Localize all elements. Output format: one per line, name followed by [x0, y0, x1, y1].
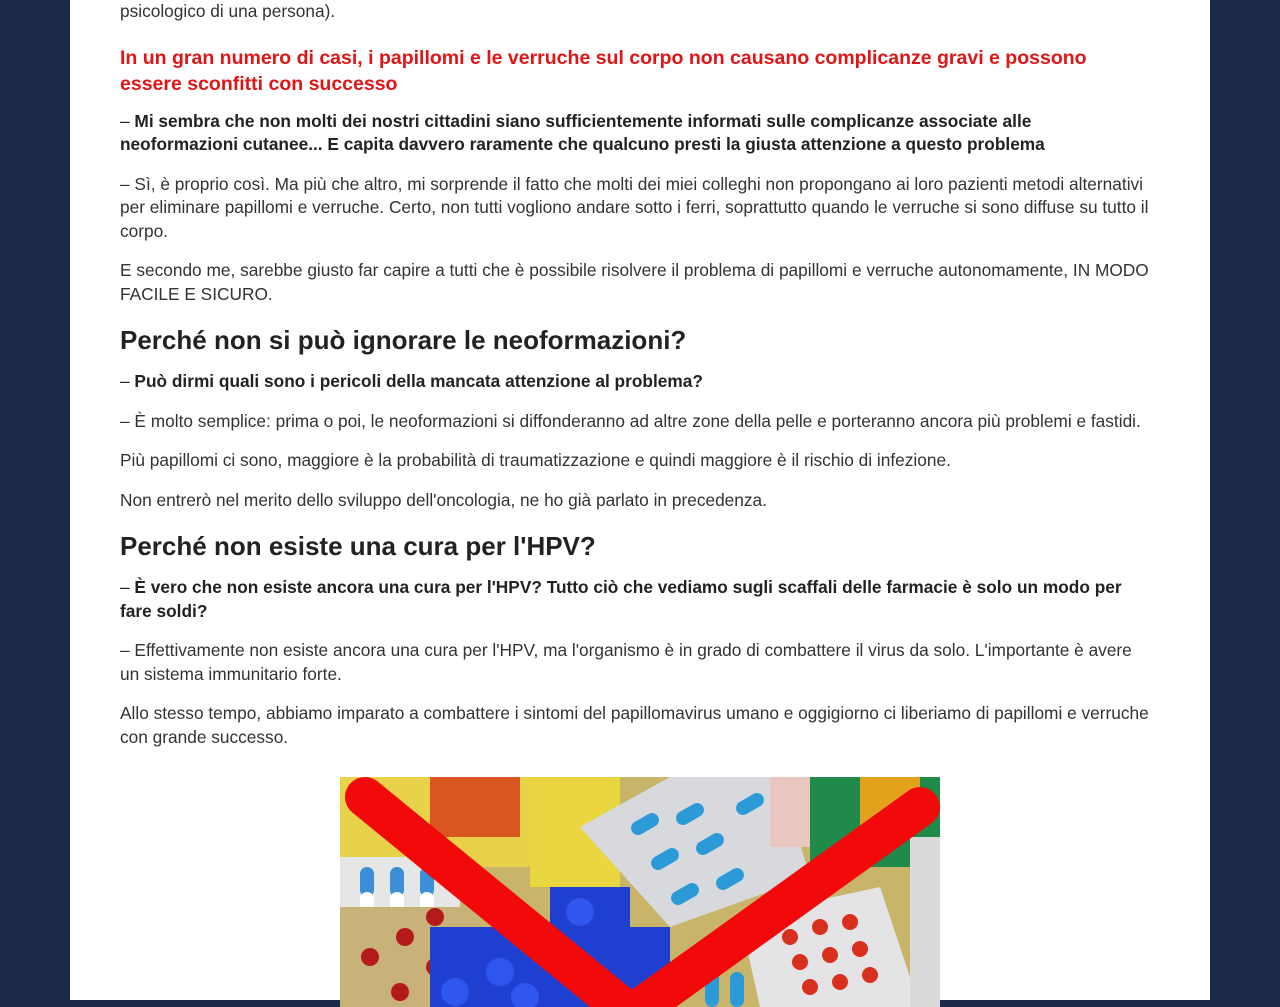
dash: –	[120, 371, 135, 391]
dash: –	[120, 110, 135, 131]
question-text: Mi sembra che non molti dei nostri cittadini siano sufficientemente informati sulle complicanze associate alle neoformazioni cutanee... E capita davvero raramente che qualcuno presti la giusta attenzione a questo problema	[120, 110, 1045, 154]
question-text: È vero che non esiste ancora una cura per l'HPV? Tutto ciò che vediamo sugli scaffali delle farmacie è solo un modo per fare soldi?	[120, 577, 1122, 621]
question-text: Può dirmi quali sono i pericoli della mancata attenzione al problema?	[134, 371, 703, 391]
section-heading: Perché non esiste una cura per l'HPV?	[120, 531, 596, 561]
article-content	[120, 0, 1150, 765]
answer-paragraph: E secondo me, sarebbe giusto far capire a tutti che è possibile risolvere il problema di papillomi e verruche autonomamente, IN MODO FACILE E SICURO.	[120, 260, 1149, 304]
section-heading: Perché non si può ignorare le neoformazioni?	[120, 325, 687, 355]
answer-paragraph: Allo stesso tempo, abbiamo imparato a combattere i sintomi del papillomavirus umano e oggigiorno ci liberiamo di papillomi e verruche con grande successo.	[120, 703, 1149, 747]
article-page	[70, 0, 1210, 1000]
list-item-fragment: psicologico di una persona).	[120, 1, 336, 21]
pills-crossed-out-image	[340, 777, 940, 1007]
answer-paragraph: Più papillomi ci sono, maggiore è la probabilità di traumatizzazione e quindi maggiore è il rischio di infezione.	[120, 450, 951, 470]
interview-question	[120, 576, 1150, 623]
answer-paragraph: – Effettivamente non esiste ancora una cura per l'HPV, ma l'organismo è in grado di combattere il virus da solo. L'importante è avere un sistema immunitario forte.	[120, 640, 1132, 684]
interview-question	[120, 110, 1150, 157]
answer-paragraph: Non entrerò nel merito dello sviluppo dell'oncologia, ne ho già parlato in precedenza.	[120, 489, 767, 510]
interview-question	[120, 370, 1150, 394]
dash: –	[120, 577, 135, 597]
answer-paragraph: – È molto semplice: prima o poi, le neoformazioni si diffonderanno ad altre zone della pelle e porteranno ancora più problemi e fastidi.	[120, 410, 1141, 431]
answer-paragraph: – Sì, è proprio così. Ma più che altro, mi sorprende il fatto che molti dei miei colleghi non propongano ai loro pazienti metodi alternativi per eliminare papillomi e verruche. Certo, non tutti vogliono andare sotto i ferri, soprattutto quando le verruche si sono diffuse su tutto il corpo.	[120, 173, 1149, 241]
highlight-callout: In un gran numero di casi, i papillomi e le verruche sul corpo non causano complicanze gravi e possono essere sconfitti con successo	[120, 46, 1087, 95]
